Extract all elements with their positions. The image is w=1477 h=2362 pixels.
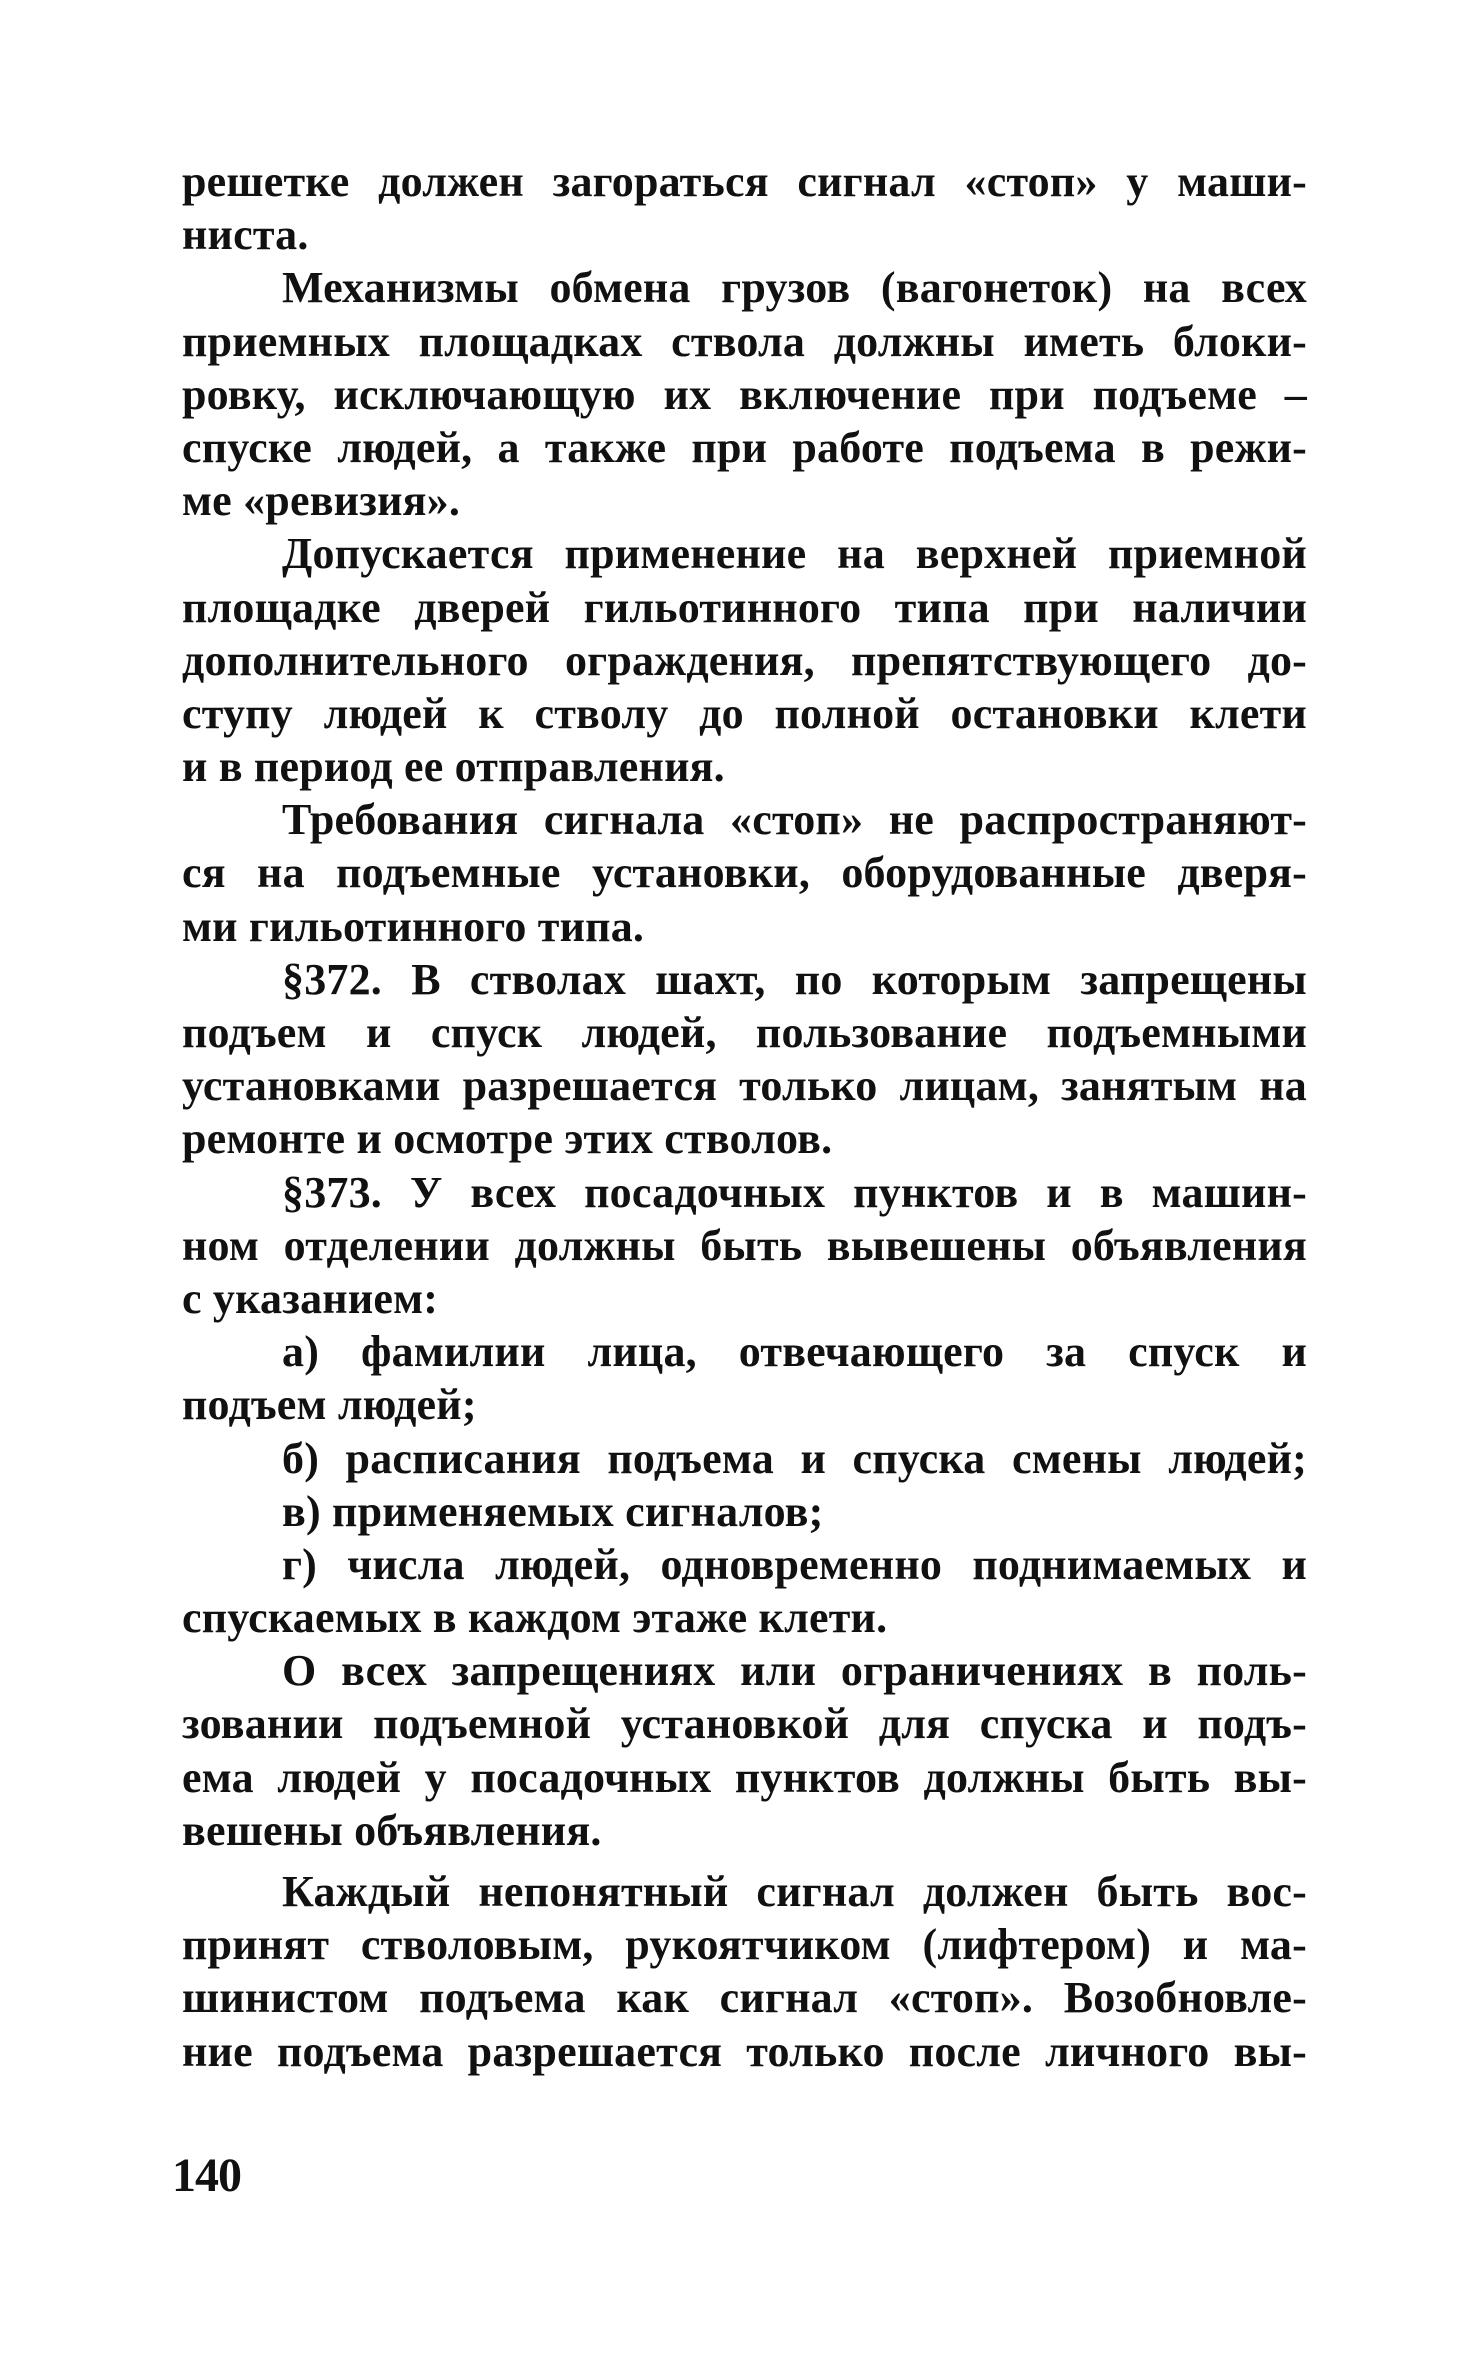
text-line: зовании подъемной установкой для спуска и подъ-	[182, 1699, 1307, 1749]
text-line: спускаемых в каждом этаже клети.	[182, 1593, 888, 1643]
text-line: ема людей у посадочных пунктов должны быть вы-	[182, 1752, 1307, 1802]
text-line: ном отделении должны быть вывешены объявления	[182, 1220, 1307, 1270]
paragraph-373-line: §373. У всех посадочных пунктов и в машин-	[282, 1167, 1307, 1217]
text-line: Допускается применение на верхней приемной	[282, 529, 1307, 579]
text-line: ся на подъемные установки, оборудованные дверя-	[182, 848, 1307, 898]
text-line: подъем и спуск людей, пользование подъемными	[182, 1008, 1307, 1057]
text-line: ровку, исключающую их включение при подъеме –	[182, 369, 1307, 419]
list-item-g: г) числа людей, одновременно поднимаемых и	[282, 1539, 1307, 1589]
text-line: Каждый непонятный сигнал должен быть вос-	[282, 1867, 1307, 1916]
text-line: ремонте и осмотре этих стволов.	[182, 1114, 833, 1164]
text-line: принят стволовым, рукоятчиком (лифтером) и ма-	[182, 1920, 1307, 1970]
list-item-b: б) расписания подъема и спуска смены людей;	[282, 1433, 1307, 1483]
text-line: установками разрешается только лицам, занятым на	[182, 1061, 1307, 1111]
page-body	[182, 155, 1307, 2078]
list-item-v: в) применяемых сигналов;	[282, 1486, 824, 1536]
text-line: Требования сигнала «стоп» не распространяют-	[282, 795, 1307, 845]
text-line: приемных площадках ствола должны иметь блоки-	[182, 316, 1307, 366]
text-line: шинистом подъема как сигнал «стоп». Возобновле-	[182, 1973, 1307, 2023]
text-line: Механизмы обмена грузов (вагонеток) на всех	[282, 263, 1307, 313]
list-item-a: а) фамилии лица, отвечающего за спуск и	[282, 1327, 1307, 1377]
text-line: подъем людей;	[182, 1380, 477, 1430]
text-line: решетке должен загораться сигнал «стоп» у маши-	[182, 157, 1307, 206]
paragraph-372-line: §372. В стволах шахт, по которым запрещены	[282, 954, 1307, 1004]
text-line: О всех запрещениях или ограничениях в поль-	[282, 1646, 1307, 1696]
text-line: ми гильотинного типа.	[182, 901, 645, 951]
text-line: площадке дверей гильотинного типа при наличии	[182, 582, 1307, 632]
text-line: ниста.	[182, 210, 309, 260]
text-line: ние подъема разрешается только после личного вы-	[182, 2026, 1307, 2076]
text-line: ступу людей к стволу до полной остановки клети	[182, 688, 1307, 738]
text-line: ме «ревизия».	[182, 476, 461, 526]
text-line: спуске людей, а также при работе подъема в режи-	[182, 422, 1307, 472]
text-line: дополнительного ограждения, препятствующего до-	[182, 635, 1307, 685]
text-line: с указанием:	[182, 1273, 439, 1323]
text-line: вешены объявления.	[182, 1805, 602, 1855]
text-line: и в период ее отправления.	[182, 742, 725, 792]
page-number: 140	[172, 2149, 241, 2202]
